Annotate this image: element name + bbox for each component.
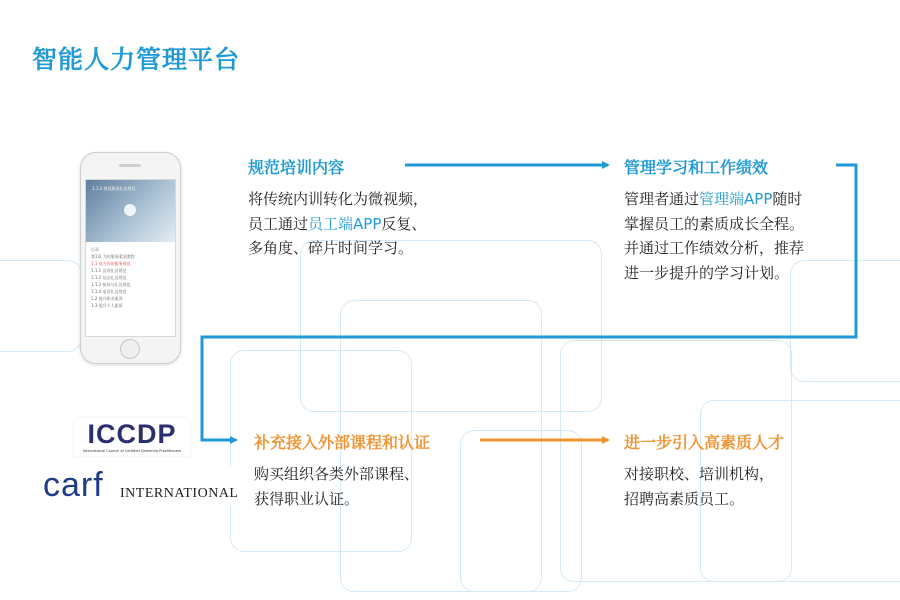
body-line: 获得职业认证。 (254, 489, 360, 508)
outline-item: 1.1.3 接待与礼仪规范 (91, 282, 131, 287)
carf-logo (38, 466, 238, 506)
section-heading-management: 管理学习和工作绩效 (624, 158, 769, 177)
carf-logo-suffix: INTERNATIONAL (120, 486, 239, 501)
outline-item: 1.1 成为你的服务规范 (91, 261, 131, 266)
phone-screen (85, 179, 176, 337)
section-body-talent (624, 462, 774, 511)
section-heading-external: 补充接入外部课程和认证 (254, 433, 431, 452)
body-line: 将传统内训转化为微视频， (248, 190, 429, 208)
section-body-management (624, 187, 804, 285)
section-body-external (254, 462, 419, 511)
body-line: 多角度、碎片时间学习。 (248, 239, 414, 257)
body-line: 购买组织各类外部课程、 (254, 465, 420, 483)
outline-item: 1.1.1 仪表礼仪规范 (91, 268, 127, 273)
body-line: 员工通过员工端APP反复、 (248, 214, 427, 233)
outline-item: 1.1.4 电话礼仪规范 (91, 289, 127, 294)
outline-item: 1.3 提升个人素质 (91, 303, 123, 308)
body-line: 管理者通过管理端APP随时 (624, 190, 803, 208)
body-line: 招聘高素质员工。 (624, 489, 745, 508)
phone-mockup (80, 152, 181, 364)
page-title: 智能人力管理平台 (32, 45, 241, 74)
body-line: 对接职校、培训机构， (624, 465, 775, 483)
outline-chapter: 第1章 为你服务素质教程 (91, 254, 135, 259)
phone-home-button (120, 339, 140, 359)
iccdp-logo-subtitle: International Council of Certified Dementia Practitioners (82, 449, 182, 453)
outline-item: 1.1.2 仪态礼仪规范 (91, 275, 127, 280)
course-video-thumbnail (86, 180, 175, 242)
carf-logo-name: carf (43, 466, 104, 504)
course-outline (86, 242, 175, 313)
iccdp-logo-name: ICCDP (87, 419, 177, 449)
body-line: 进一步提升的学习计划。 (624, 263, 790, 282)
iccdp-logo (74, 418, 190, 456)
outline-item: 1.2 提升职业素养 (91, 296, 123, 301)
video-caption: 1.1.2 规范服务礼仪规范 (92, 186, 136, 191)
body-line: 掌握员工的素质成长全程。 (624, 214, 805, 233)
play-icon (124, 204, 136, 216)
outline-heading: 目录 (91, 247, 99, 252)
phone-speaker (119, 164, 141, 167)
section-heading-talent: 进一步引入高素质人才 (624, 433, 785, 452)
section-body-training (248, 187, 428, 261)
body-line: 并通过工作绩效分析，推荐 (624, 239, 805, 257)
section-heading-training: 规范培训内容 (248, 158, 345, 177)
